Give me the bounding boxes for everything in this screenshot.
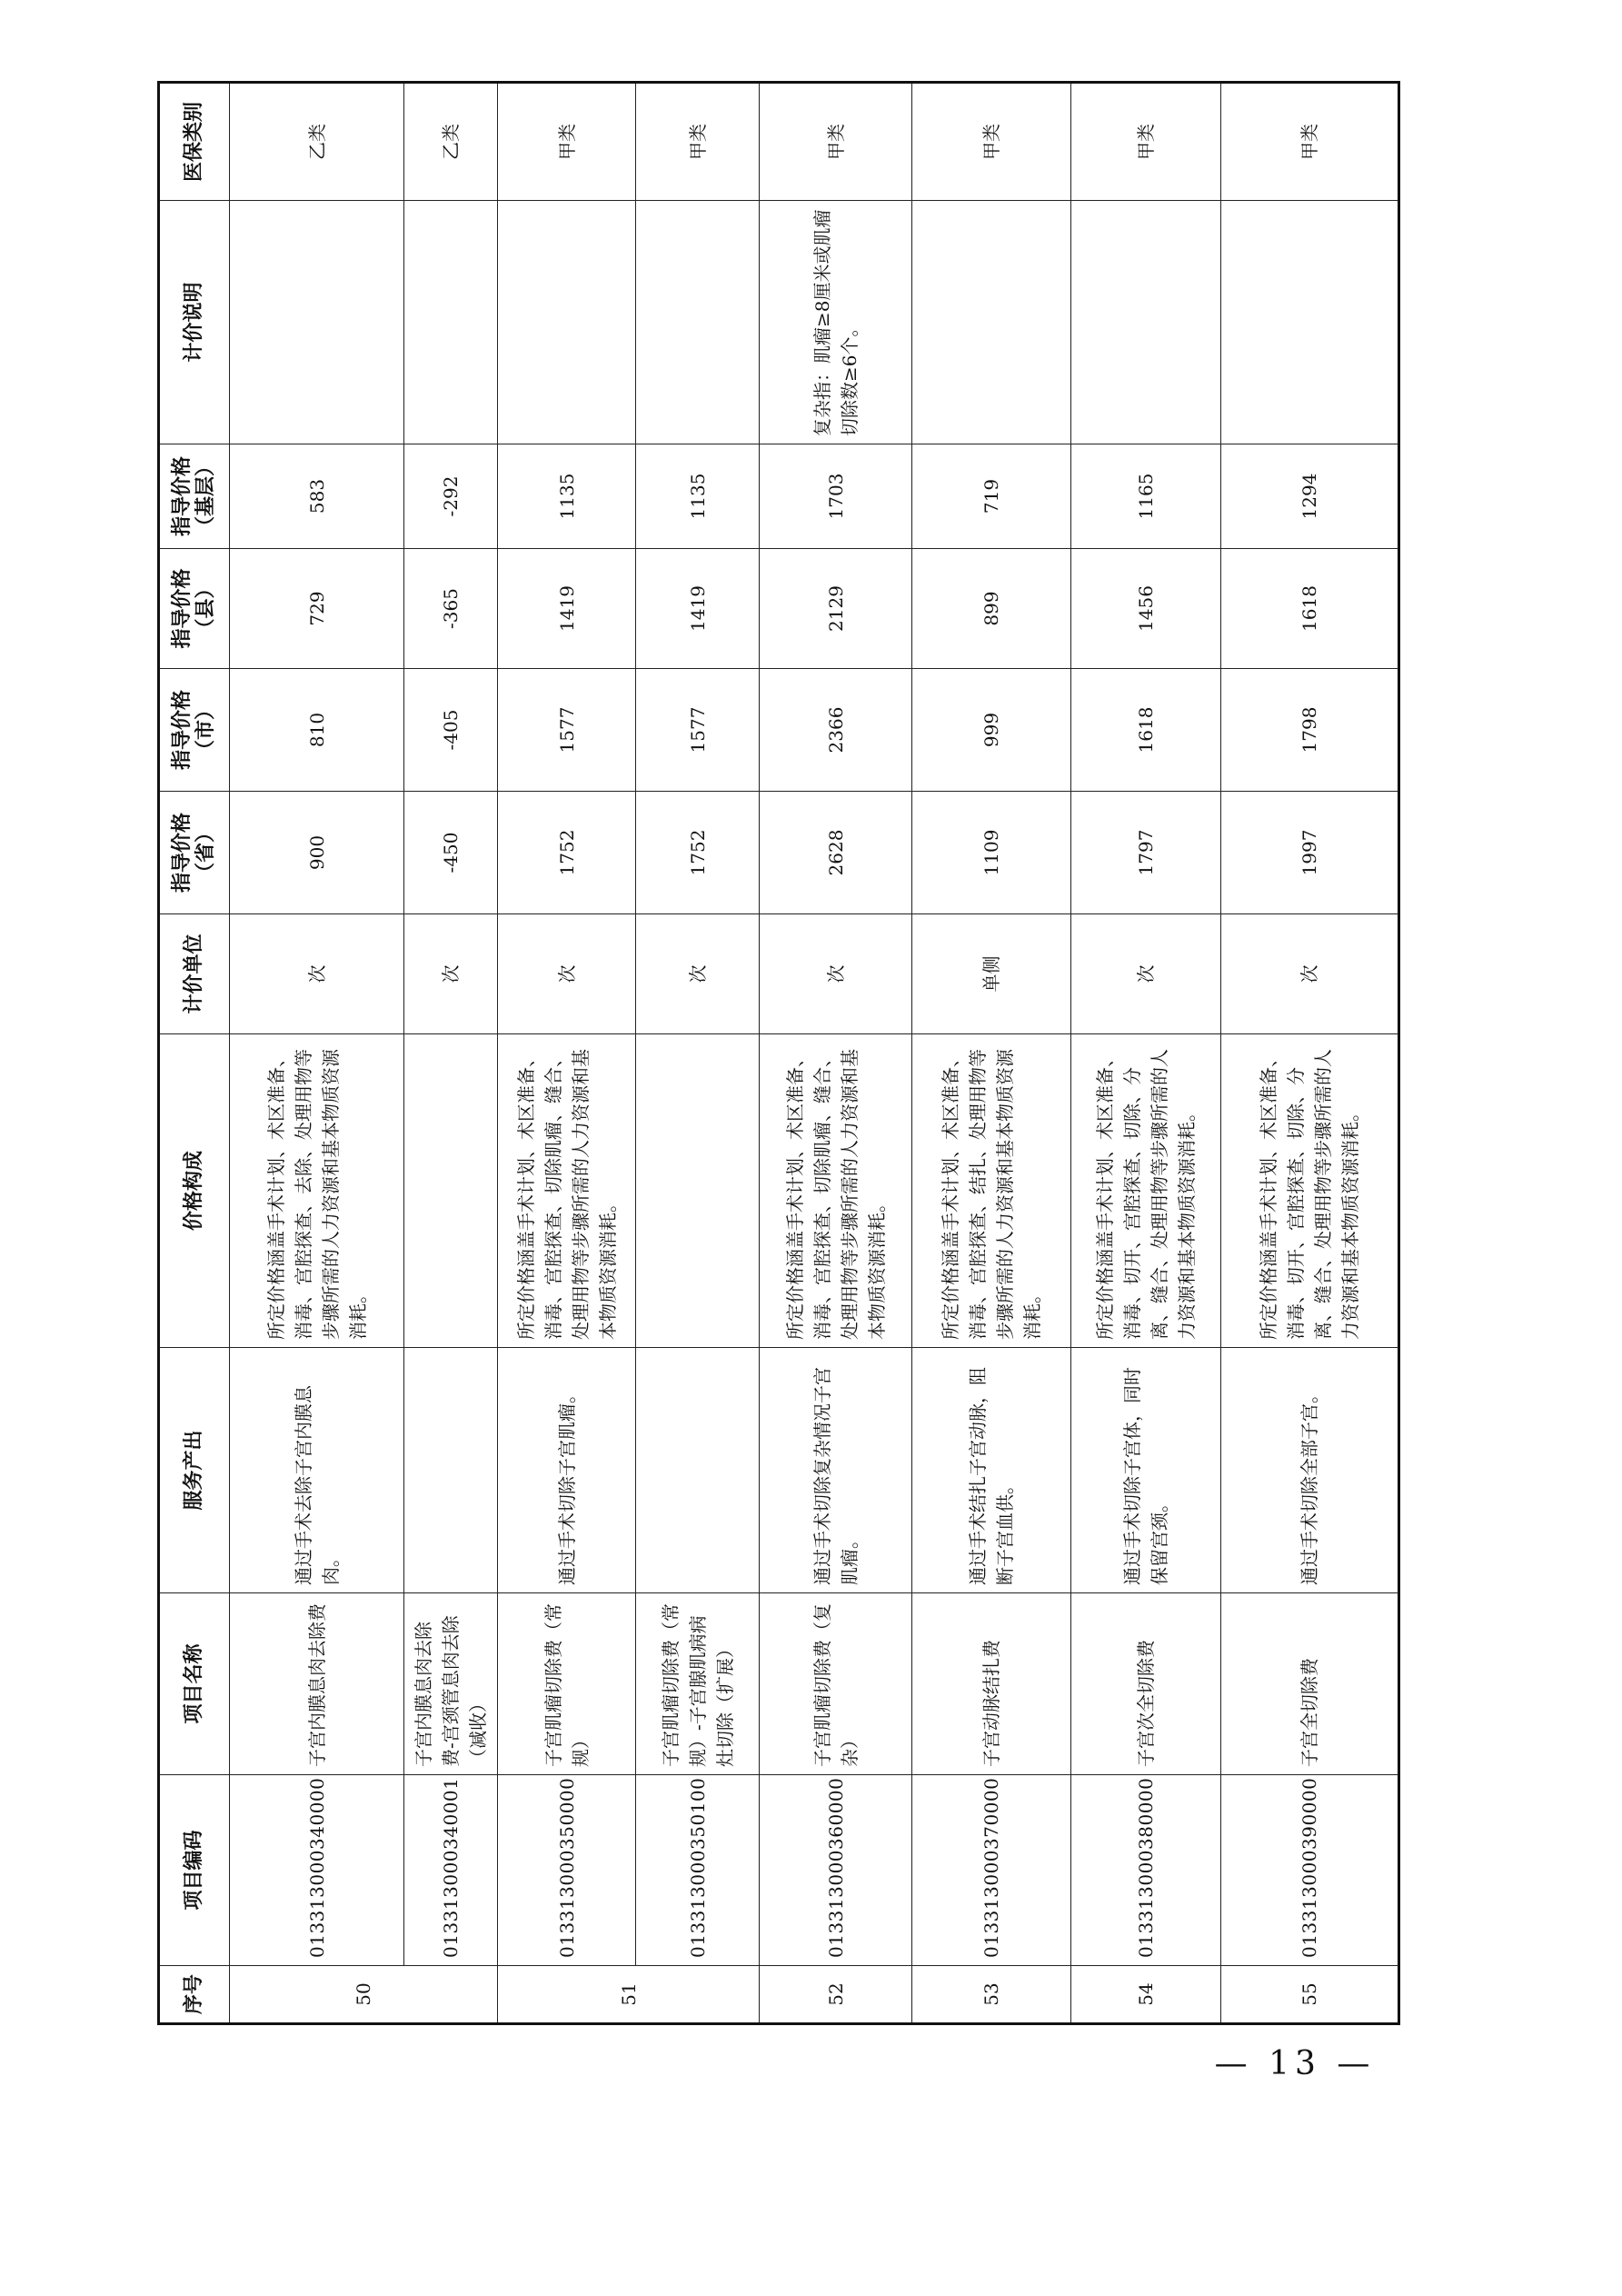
price-province-cell: 1752: [498, 792, 636, 914]
service-cell: [636, 1348, 760, 1593]
insurance-cell: 甲类: [1071, 83, 1221, 201]
name-cell: 子宫肌瘤切除费（常规）: [498, 1593, 636, 1775]
header-price-city: 指导价格（市）: [159, 669, 230, 792]
service-cell: 通过手术切除全部子宫。: [1221, 1348, 1399, 1593]
price-grassroots-cell: 583: [230, 444, 404, 549]
price-grassroots-cell: 1703: [760, 444, 912, 549]
seq-cell: 55: [1221, 1966, 1399, 2024]
price-province-cell: 1109: [912, 792, 1071, 914]
code-cell: 013313000350000: [498, 1775, 636, 1966]
header-code: 项目编码: [159, 1775, 230, 1966]
note-cell: 复杂指：肌瘤≥8厘米或肌瘤切除数≥6个。: [760, 201, 912, 444]
insurance-cell: 甲类: [760, 83, 912, 201]
composition-cell: [636, 1034, 760, 1348]
code-cell: 013313000390000: [1221, 1775, 1399, 1966]
seq-cell: 54: [1071, 1966, 1221, 2024]
unit-cell: 次: [1221, 914, 1399, 1034]
price-province-cell: 2628: [760, 792, 912, 914]
price-grassroots-cell: 1294: [1221, 444, 1399, 549]
unit-cell: 次: [498, 914, 636, 1034]
price-province-cell: 900: [230, 792, 404, 914]
price-county-cell: -365: [404, 549, 498, 669]
header-note: 计价说明: [159, 201, 230, 444]
composition-cell: 所定价格涵盖手术计划、术区准备、消毒、宫腔探查、切除肌瘤、缝合、处理用物等步骤所需的人力资源和基本物质资源消耗。: [498, 1034, 636, 1348]
price-city-cell: 810: [230, 669, 404, 792]
price-county-cell: 1456: [1071, 549, 1221, 669]
price-city-cell: 999: [912, 669, 1071, 792]
header-price-grassroots: 指导价格（基层）: [159, 444, 230, 549]
price-province-cell: -450: [404, 792, 498, 914]
table-row: [1071, 83, 1221, 2024]
table-row: [1221, 83, 1399, 2024]
unit-cell: 次: [1071, 914, 1221, 1034]
price-county-cell: 1419: [498, 549, 636, 669]
price-grassroots-cell: 1165: [1071, 444, 1221, 549]
code-cell: 013313000340001: [404, 1775, 498, 1966]
price-county-cell: 1618: [1221, 549, 1399, 669]
table-row: [498, 83, 636, 2024]
table-row: [912, 83, 1071, 2024]
seq-cell: 52: [760, 1966, 912, 2024]
note-cell: [636, 201, 760, 444]
code-cell: 013313000370000: [912, 1775, 1071, 1966]
service-cell: 通过手术结扎子宫动脉，阻断子宫血供。: [912, 1348, 1071, 1593]
insurance-cell: 甲类: [636, 83, 760, 201]
price-city-cell: 1577: [636, 669, 760, 792]
composition-cell: 所定价格涵盖手术计划、术区准备、消毒、宫腔探查、切除肌瘤、缝合、处理用物等步骤所需的人力资源和基本物质资源消耗。: [760, 1034, 912, 1348]
note-cell: [498, 201, 636, 444]
insurance-cell: 甲类: [498, 83, 636, 201]
price-city-cell: 1798: [1221, 669, 1399, 792]
note-cell: [912, 201, 1071, 444]
name-cell: 子宫内膜息肉去除费: [230, 1593, 404, 1775]
service-cell: 通过手术切除子宫体，同时保留宫颈。: [1071, 1348, 1221, 1593]
name-cell: 子宫肌瘤切除费（常规）-子宫腺肌病病灶切除（扩展）: [636, 1593, 760, 1775]
table-row: [230, 83, 404, 2024]
seq-cell: 50: [230, 1966, 498, 2024]
note-cell: [1221, 201, 1399, 444]
price-city-cell: -405: [404, 669, 498, 792]
insurance-cell: 甲类: [912, 83, 1071, 201]
price-province-cell: 1752: [636, 792, 760, 914]
seq-cell: 51: [498, 1966, 760, 2024]
name-cell: 子宫全切除费: [1221, 1593, 1399, 1775]
composition-cell: 所定价格涵盖手术计划、术区准备、消毒、切开、宫腔探查、切除、分离、缝合、处理用物等步骤所需的人力资源和基本物质资源消耗。: [1071, 1034, 1221, 1348]
price-county-cell: 2129: [760, 549, 912, 669]
note-cell: [1071, 201, 1221, 444]
name-cell: 子宫内膜息肉去除费-宫颈管息肉去除（减收）: [404, 1593, 498, 1775]
name-cell: 子宫肌瘤切除费（复杂）: [760, 1593, 912, 1775]
composition-cell: [404, 1034, 498, 1348]
unit-cell: 单侧: [912, 914, 1071, 1034]
table-row: [404, 83, 498, 2024]
service-cell: 通过手术切除复杂情况子宫肌瘤。: [760, 1348, 912, 1593]
unit-cell: 次: [230, 914, 404, 1034]
code-cell: 013313000350100: [636, 1775, 760, 1966]
insurance-cell: 乙类: [404, 83, 498, 201]
header-price-province: 指导价格（省）: [159, 792, 230, 914]
header-price-county: 指导价格（县）: [159, 549, 230, 669]
price-grassroots-cell: 1135: [498, 444, 636, 549]
header-name: 项目名称: [159, 1593, 230, 1775]
header-service: 服务产出: [159, 1348, 230, 1593]
price-grassroots-cell: 1135: [636, 444, 760, 549]
header-composition: 价格构成: [159, 1034, 230, 1348]
code-cell: 013313000340000: [230, 1775, 404, 1966]
note-cell: [404, 201, 498, 444]
composition-cell: 所定价格涵盖手术计划、术区准备、消毒、切开、宫腔探查、切除、分离、缝合、处理用物等步骤所需的人力资源和基本物质资源消耗。: [1221, 1034, 1399, 1348]
price-grassroots-cell: -292: [404, 444, 498, 549]
price-table-frame: [157, 84, 1384, 2025]
code-cell: 013313000380000: [1071, 1775, 1221, 1966]
seq-cell: 53: [912, 1966, 1071, 2024]
composition-cell: 所定价格涵盖手术计划、术区准备、消毒、宫腔探查、结扎、处理用物等步骤所需的人力资源和基本物质资源消耗。: [912, 1034, 1071, 1348]
unit-cell: 次: [760, 914, 912, 1034]
insurance-cell: 甲类: [1221, 83, 1399, 201]
insurance-cell: 乙类: [230, 83, 404, 201]
unit-cell: 次: [404, 914, 498, 1034]
price-grassroots-cell: 719: [912, 444, 1071, 549]
price-city-cell: 2366: [760, 669, 912, 792]
price-province-cell: 1797: [1071, 792, 1221, 914]
price-city-cell: 1618: [1071, 669, 1221, 792]
header-insurance: 医保类别: [159, 83, 230, 201]
price-province-cell: 1997: [1221, 792, 1399, 914]
header-row: [159, 83, 230, 2024]
composition-cell: 所定价格涵盖手术计划、术区准备、消毒、宫腔探查、去除、处理用物等步骤所需的人力资源和基本物质资源消耗。: [230, 1034, 404, 1348]
service-cell: [404, 1348, 498, 1593]
table-row: [636, 83, 760, 2024]
service-cell: 通过手术去除子宫内膜息肉。: [230, 1348, 404, 1593]
price-county-cell: 1419: [636, 549, 760, 669]
note-cell: [230, 201, 404, 444]
price-table: [157, 81, 1400, 2025]
page-number: — 13 —: [1214, 2045, 1376, 2082]
price-city-cell: 1577: [498, 669, 636, 792]
unit-cell: 次: [636, 914, 760, 1034]
name-cell: 子宫动脉结扎费: [912, 1593, 1071, 1775]
price-county-cell: 729: [230, 549, 404, 669]
table-row: [760, 83, 912, 2024]
header-unit: 计价单位: [159, 914, 230, 1034]
header-seq: 序号: [159, 1966, 230, 2024]
code-cell: 013313000360000: [760, 1775, 912, 1966]
name-cell: 子宫次全切除费: [1071, 1593, 1221, 1775]
price-county-cell: 899: [912, 549, 1071, 669]
service-cell: 通过手术切除子宫肌瘤。: [498, 1348, 636, 1593]
